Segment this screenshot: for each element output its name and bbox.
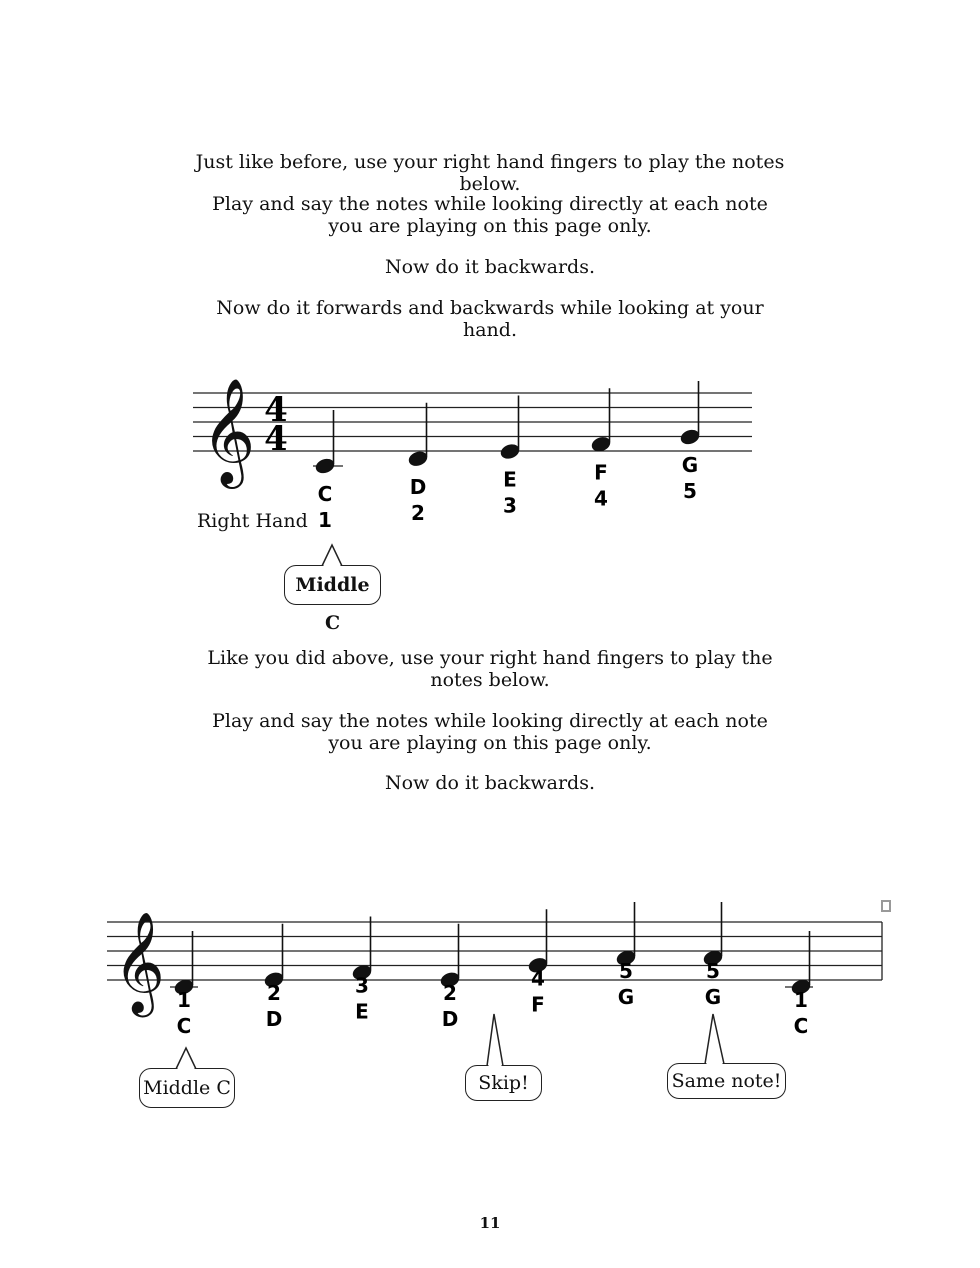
right-hand-label: Right Hand: [197, 510, 308, 532]
instruction-4: Now do it forwards and backwards while looking at your hand.: [216, 297, 764, 341]
staff2-finger-number: 5: [619, 959, 633, 983]
staff1-finger-number: 3: [503, 493, 517, 518]
same-note-bubble: Same note!: [667, 1063, 786, 1099]
staff1-finger-number: 2: [411, 500, 425, 525]
middle-c-bubble-2: Middle C: [139, 1068, 235, 1108]
time-signature-bottom: 4: [264, 419, 288, 459]
treble-clef-icon: 𝄞: [113, 910, 166, 1013]
staff2-note-name: D: [265, 1006, 283, 1031]
instruction-6: Play and say the notes while looking directly at each note you are playing on this page only.: [212, 710, 768, 754]
instruction-1: Just like before, use your right hand fingers to play the notes below.: [195, 151, 785, 195]
instruction-2: Play and say the notes while looking directly at each note you are playing on this page only.: [212, 193, 768, 237]
staff2-note-name: E: [355, 999, 369, 1024]
staff2-note-name: C: [793, 1014, 809, 1038]
staff2-note-name: C: [176, 1014, 192, 1038]
staff2-note-name: D: [441, 1006, 459, 1031]
staff1-finger-number: 1: [318, 508, 332, 532]
staff2-note-name: F: [531, 992, 545, 1017]
staff2-finger-number: 1: [177, 988, 191, 1012]
staff2-finger-number: 5: [706, 959, 720, 983]
instruction-7: Now do it backwards.: [384, 772, 596, 794]
instruction-3: Now do it backwards.: [384, 256, 596, 278]
page-number: 11: [479, 1214, 501, 1232]
staff2-finger-number: 3: [355, 973, 369, 998]
staff1-finger-number: 4: [594, 486, 608, 511]
staff2-note-name: G: [617, 985, 635, 1009]
staff2-finger-number: 1: [794, 988, 808, 1012]
staff1-finger-number: 5: [683, 479, 697, 503]
time-signature-top: 4: [264, 390, 288, 430]
staff1-note-name: G: [681, 453, 699, 477]
staff2-finger-number: 2: [267, 980, 281, 1005]
middle-c-bubble: Middle C: [284, 565, 381, 605]
staff1-note-name: C: [317, 482, 333, 506]
staff2-finger-number: 4: [531, 966, 545, 991]
staff2-note-name: G: [704, 985, 722, 1009]
skip-bubble: Skip!: [465, 1065, 542, 1101]
instruction-5: Like you did above, use your right hand fingers to play the notes below.: [207, 647, 773, 691]
staff1-note-name: F: [594, 460, 608, 485]
treble-clef-icon: 𝄞: [201, 377, 256, 484]
staff2-finger-number: 2: [443, 980, 457, 1005]
staff1-note-name: E: [503, 467, 517, 492]
staff1-note-name: D: [409, 474, 427, 499]
